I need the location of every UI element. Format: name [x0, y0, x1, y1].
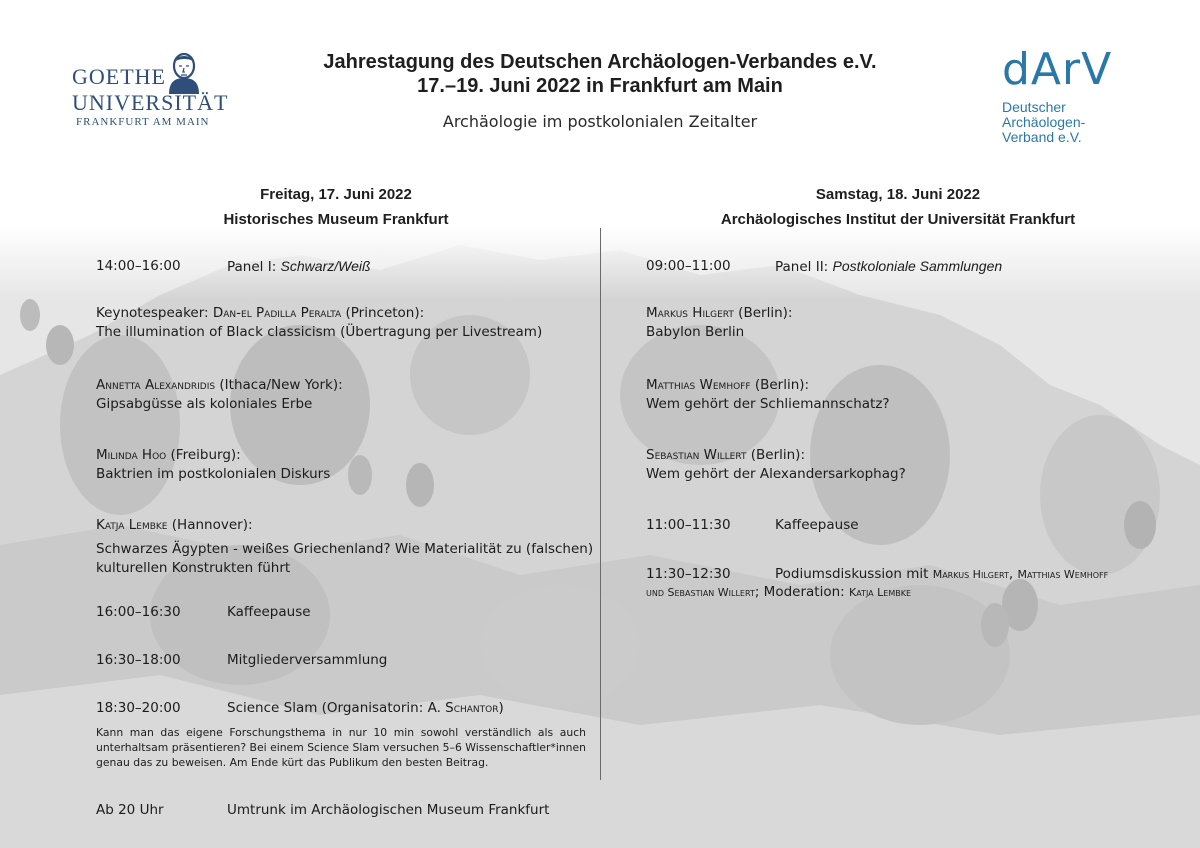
friday-talk-3-title-line2: kulturellen Konstrukten führt — [96, 560, 291, 576]
saturday-discussion-person-1: Markus Hilgert — [932, 568, 1009, 581]
saturday-talk-2-speaker: Matthias Wemhoff — [646, 377, 751, 393]
friday-keynote — [96, 304, 576, 342]
column-divider — [600, 228, 601, 780]
saturday-discussion-label — [775, 565, 1108, 584]
friday-talk-3-speaker-line — [96, 516, 593, 535]
friday-evening-label: Umtrunk im Archäologischen Museum Frankfurt — [227, 802, 550, 818]
saturday-discussion-line2 — [646, 584, 1186, 601]
darv-logo-line2: Archäologen- — [1002, 114, 1086, 130]
friday-slam-label-text: Science Slam (Organisatorin: A. — [227, 700, 446, 716]
saturday-discussion-line1 — [646, 565, 1186, 584]
page-header — [240, 50, 960, 131]
friday-keynote-speaker: Dan-el Padilla Peralta — [212, 305, 342, 321]
friday-heading — [96, 182, 576, 232]
saturday-talk-3-speaker-line — [646, 446, 906, 465]
saturday-discussion-moderation: ; Moderation: — [754, 584, 849, 600]
friday-keynote-affil: (Princeton): — [341, 305, 425, 321]
logo-goethe-line3: FRANKFURT AM MAIN — [76, 116, 210, 128]
darv-logo — [1002, 44, 1152, 154]
friday-break-label: Kaffeepause — [227, 604, 311, 620]
friday-panel-time: 14:00–16:00 — [96, 258, 181, 274]
friday-evening-time: Ab 20 Uhr — [96, 802, 164, 818]
logo-goethe-line2: UNIVERSITÄT — [72, 90, 229, 115]
friday-keynote-prefix: Keynotespeaker: — [96, 305, 213, 321]
friday-panel-title: Schwarz/Weiß — [280, 258, 371, 274]
saturday-talk-1-speaker: Markus Hilgert — [646, 305, 734, 321]
saturday-heading — [658, 182, 1138, 232]
friday-talk-3-speaker: Katja Lembke — [96, 517, 168, 533]
saturday-discussion-sep: , — [1008, 566, 1018, 582]
friday-talk-2-speaker-line — [96, 446, 330, 465]
darv-logo-line1: Deutscher — [1002, 99, 1066, 115]
friday-talk-2-affil: (Freiburg): — [166, 447, 241, 463]
saturday-break-label: Kaffeepause — [775, 517, 859, 533]
friday-slam-description: Kann man das eigene Forschungsthema in nur 10 min sowohl verständlich als auch unterhaltsam präsentieren? Bei einem Science Slam versuchen 5–6 Wissenschaftler*innen genau das zu beweisen. Am Ende kürt das Publikum den besten Beitrag. — [96, 726, 586, 769]
friday-talk-3-affil: (Hannover): — [167, 517, 253, 533]
friday-break-time: 16:00–16:30 — [96, 604, 181, 620]
friday-talk-1-title: Gipsabgüsse als koloniales Erbe — [96, 396, 313, 412]
saturday-panel-label — [775, 257, 1002, 277]
friday-keynote-speaker-line — [96, 304, 576, 323]
saturday-talk-1-title: Babylon Berlin — [646, 324, 745, 340]
saturday-panel-time: 09:00–11:00 — [646, 258, 731, 274]
friday-talk-1-affil: (Ithaca/New York): — [215, 377, 343, 393]
friday-talk-2-title: Baktrien im postkolonialen Diskurs — [96, 466, 331, 482]
friday-date: Freitag, 17. Juni 2022 — [260, 186, 412, 203]
saturday-discussion-person-4: Katja Lembke — [849, 586, 912, 599]
saturday-talk-1 — [646, 304, 792, 342]
friday-talk-3-title-line1: Schwarzes Ägypten - weißes Griechenland? Wie Materialität zu (falschen) — [96, 541, 594, 557]
friday-slam-organizer: Schantor — [445, 700, 499, 716]
saturday-venue: Archäologisches Institut der Universität Frankfurt — [720, 211, 1076, 228]
friday-talk-1 — [96, 376, 343, 414]
saturday-discussion-and: und — [646, 586, 668, 599]
friday-panel-label — [227, 257, 371, 277]
saturday-date: Samstag, 18. Juni 2022 — [815, 186, 981, 203]
friday-keynote-title: The illumination of Black classicism (Übertragung per Livestream) — [96, 324, 543, 340]
saturday-talk-3-title: Wem gehört der Alexandersarkophag? — [646, 466, 906, 482]
friday-talk-3 — [96, 516, 593, 578]
goethe-university-logo — [72, 50, 229, 130]
friday-talk-1-speaker-line — [96, 376, 343, 395]
saturday-talk-3 — [646, 446, 906, 484]
saturday-discussion-person-2: Matthias Wemhoff — [1017, 568, 1109, 581]
saturday-talk-3-speaker: Sebastian Willert — [646, 447, 747, 463]
darv-logo-name — [1002, 100, 1085, 145]
darv-logo-mark: dArV — [1002, 44, 1113, 95]
logo-goethe-line1: GOETHE — [72, 64, 166, 89]
saturday-talk-2 — [646, 376, 890, 414]
saturday-discussion — [646, 565, 1186, 601]
saturday-talk-1-affil: (Berlin): — [733, 305, 793, 321]
friday-talk-2-speaker: Milinda Hoo — [96, 447, 167, 463]
goethe-portrait-icon — [163, 50, 205, 94]
saturday-panel-title: Postkoloniale Sammlungen — [832, 258, 1003, 274]
header-title: Jahrestagung des Deutschen Archäologen-Verbandes e.V. — [323, 51, 877, 73]
friday-meeting-label: Mitgliederversammlung — [227, 652, 388, 668]
friday-slam-time: 18:30–20:00 — [96, 700, 181, 716]
friday-meeting-time: 16:30–18:00 — [96, 652, 181, 668]
saturday-talk-3-affil: (Berlin): — [746, 447, 806, 463]
saturday-discussion-person-3: Sebastian Willert — [667, 586, 755, 599]
header-dates: 17.–19. Juni 2022 in Frankfurt am Main — [417, 75, 783, 97]
saturday-discussion-prefix: Podiumsdiskussion mit — [775, 566, 933, 582]
friday-talk-2 — [96, 446, 330, 484]
saturday-discussion-time: 11:30–12:30 — [646, 566, 731, 582]
saturday-talk-2-affil: (Berlin): — [750, 377, 810, 393]
friday-talk-1-speaker: Annetta Alexandridis — [96, 377, 216, 393]
friday-slam-label — [227, 699, 504, 718]
header-subtitle: Archäologie im postkolonialen Zeitalter — [442, 112, 758, 131]
darv-logo-line3: Verband e.V. — [1002, 129, 1082, 145]
saturday-talk-2-title: Wem gehört der Schliemannschatz? — [646, 396, 890, 412]
saturday-talk-1-speaker-line — [646, 304, 792, 323]
friday-panel-prefix: Panel I: — [227, 259, 281, 275]
saturday-talk-2-speaker-line — [646, 376, 890, 395]
saturday-break-time: 11:00–11:30 — [646, 517, 731, 533]
friday-slam-close: ) — [498, 700, 504, 716]
saturday-panel-prefix: Panel II: — [775, 259, 833, 275]
friday-venue: Historisches Museum Frankfurt — [223, 211, 449, 228]
